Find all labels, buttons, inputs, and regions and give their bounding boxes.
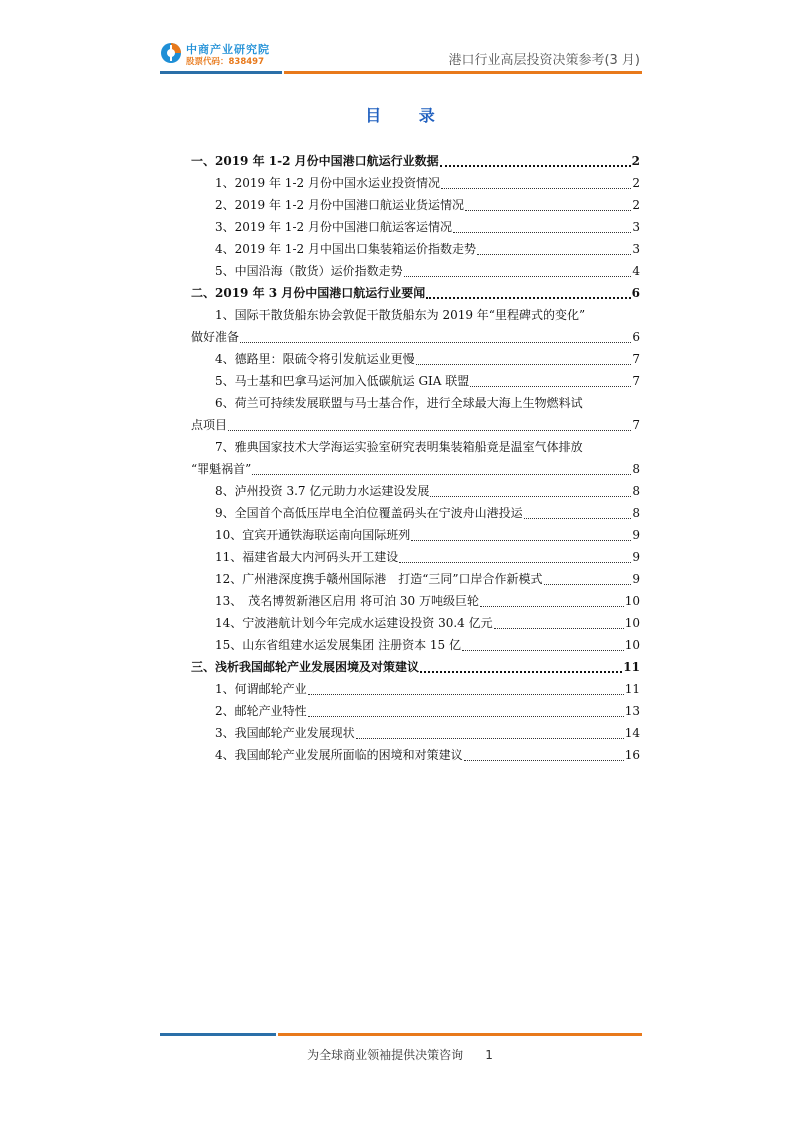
toc-entry[interactable]	[191, 678, 640, 700]
toc-entry-page: 7	[632, 352, 640, 366]
toc-entry-title-cont: “罪魁祸首”	[191, 462, 252, 476]
page-header	[160, 40, 642, 74]
toc-entry-continuation[interactable]	[191, 326, 640, 348]
toc-entry[interactable]	[191, 634, 640, 656]
toc-entry[interactable]	[191, 568, 640, 590]
toc-entry-continuation[interactable]	[191, 458, 640, 480]
toc-entry-title: 4、德路里：限硫令将引发航运业更慢	[215, 352, 415, 366]
toc-entry-page: 10	[624, 638, 640, 652]
toc-entry-page: 11	[623, 660, 640, 674]
toc-entry[interactable]	[191, 612, 640, 634]
toc-leader	[470, 385, 631, 387]
toc-entry-title: 3、我国邮轮产业发展现状	[215, 726, 355, 740]
toc-leader	[308, 715, 624, 717]
toc-leader	[356, 737, 624, 739]
toc-entry-title: 15、山东省组建水运发展集团 注册资本 15 亿	[215, 638, 461, 652]
toc-entry-title: 13、 茂名博贺新港区启用 将可泊 30 万吨级巨轮	[215, 594, 479, 608]
toc-leader	[544, 583, 632, 585]
toc-leader	[453, 231, 631, 233]
toc-entry-title: 4、我国邮轮产业发展所面临的困境和对策建议	[215, 748, 463, 762]
toc-entry-title: 14、宁波港航计划今年完成水运建设投资 30.4 亿元	[215, 616, 493, 630]
toc-entry-title: 6、荷兰可持续发展联盟与马士基合作，进行全球最大海上生物燃料试	[215, 396, 583, 410]
toc-entry-page: 13	[624, 704, 640, 718]
toc-leader	[308, 693, 624, 695]
toc-entry-title: 9、全国首个高低压岸电全泊位覆盖码头在宁波舟山港投运	[215, 506, 523, 520]
toc-entry[interactable]	[191, 238, 640, 260]
toc-entry-title: 8、泸州投资 3.7 亿元助力水运建设发展	[215, 484, 430, 498]
toc-leader	[464, 759, 624, 761]
toc-entry-title: 11、福建省最大内河码头开工建设	[215, 550, 399, 564]
toc-entry[interactable]	[191, 656, 640, 678]
toc-entry-page: 16	[624, 748, 640, 762]
toc-entry-page: 4	[632, 264, 640, 278]
toc-entry[interactable]	[191, 590, 640, 612]
toc-entry[interactable]	[191, 370, 640, 392]
toc-entry-title: 7、雅典国家技术大学海运实验室研究表明集装箱船竟是温室气体排放	[215, 440, 583, 454]
toc-entry-continuation[interactable]	[191, 414, 640, 436]
toc-entry-title-cont: 点项目	[191, 418, 228, 432]
toc-entry-page: 7	[632, 374, 640, 388]
toc-leader	[426, 296, 630, 299]
toc-leader	[440, 164, 631, 167]
toc-entry[interactable]	[191, 348, 640, 370]
toc-entry-title: 二、2019 年 3 月份中国港口航运行业要闻	[191, 286, 426, 300]
toc-entry-page: 3	[632, 242, 640, 256]
footer-slogan: 为全球商业领袖提供决策咨询	[307, 1048, 464, 1062]
toc-entry[interactable]	[191, 502, 640, 524]
toc-entry-title: 三、浅析我国邮轮产业发展困境及对策建议	[191, 660, 420, 674]
toc-entry[interactable]	[191, 172, 640, 194]
toc-entry[interactable]	[191, 700, 640, 722]
company-name: 中商产业研究院	[186, 43, 270, 56]
toc-leader	[252, 473, 631, 475]
report-title: 港口行业高层投资决策参考(3 月)	[448, 53, 640, 68]
toc-entry-title: 2、2019 年 1-2 月份中国港口航运业货运情况	[215, 198, 464, 212]
toc-entry-page: 8	[632, 484, 640, 498]
toc-leader	[399, 561, 631, 563]
toc-entry-title: 1、2019 年 1-2 月份中国水运业投资情况	[215, 176, 440, 190]
toc-entry-page: 9	[632, 528, 640, 542]
toc-entry-title-cont: 做好准备	[191, 330, 240, 344]
toc-heading: 目 录	[365, 106, 451, 125]
toc-entry-title: 2、邮轮产业特性	[215, 704, 307, 718]
toc-entry-page: 2	[632, 198, 640, 212]
toc-entry-page: 14	[624, 726, 640, 740]
page-number: 1	[485, 1048, 493, 1062]
toc-entry-page: 2	[631, 154, 640, 168]
toc-leader	[477, 253, 631, 255]
toc-entry-title: 3、2019 年 1-2 月份中国港口航运客运情况	[215, 220, 452, 234]
toc-entry-page: 6	[632, 330, 640, 344]
toc-leader	[411, 539, 631, 541]
toc-entry-page: 11	[624, 682, 640, 696]
toc-leader	[465, 209, 631, 211]
toc-entry[interactable]	[191, 304, 640, 326]
footer-rule-orange	[278, 1033, 642, 1036]
toc-leader	[228, 429, 631, 431]
header-rule-blue	[160, 71, 282, 74]
toc-entry-page: 8	[632, 462, 640, 476]
toc-leader	[524, 517, 632, 519]
toc-entry-page: 2	[632, 176, 640, 190]
header-rule-orange	[284, 71, 642, 74]
toc-entry-title: 5、中国沿海（散货）运价指数走势	[215, 264, 403, 278]
toc-leader	[420, 670, 622, 673]
toc-entry-page: 8	[632, 506, 640, 520]
toc-entry-page: 10	[624, 616, 640, 630]
toc-entry-page: 6	[631, 286, 640, 300]
company-logo-icon	[160, 42, 182, 64]
toc-entry-page: 10	[624, 594, 640, 608]
toc-entry-title: 12、广州港深度携手赣州国际港 打造“三同”口岸合作新模式	[215, 572, 543, 586]
page-footer	[0, 1046, 800, 1063]
toc-entry[interactable]	[191, 436, 640, 458]
toc-leader	[404, 275, 632, 277]
toc-entry-title: 1、何谓邮轮产业	[215, 682, 307, 696]
toc-leader	[494, 627, 624, 629]
toc-entry[interactable]	[191, 722, 640, 744]
toc-leader	[441, 187, 631, 189]
toc-entry[interactable]	[191, 392, 640, 414]
toc-entry[interactable]	[191, 546, 640, 568]
toc-entry-page: 9	[632, 572, 640, 586]
table-of-contents	[191, 150, 640, 766]
toc-entry[interactable]	[191, 260, 640, 282]
toc-entry-title: 1、国际干散货船东协会敦促干散货船东为 2019 年“里程碑式的变化”	[215, 308, 586, 322]
toc-entry-page: 9	[632, 550, 640, 564]
toc-entry-title: 10、宜宾开通铁海联运南向国际班列	[215, 528, 411, 542]
toc-entry[interactable]	[191, 282, 640, 304]
toc-leader	[240, 341, 631, 343]
toc-entry[interactable]	[191, 194, 640, 216]
toc-entry-title: 5、马士基和巴拿马运河加入低碳航运 GIA 联盟	[215, 374, 470, 388]
toc-leader	[430, 495, 631, 497]
toc-entry-page: 3	[632, 220, 640, 234]
toc-entry[interactable]	[191, 480, 640, 502]
toc-entry-page: 7	[632, 418, 640, 432]
toc-leader	[462, 649, 624, 651]
toc-leader	[416, 363, 632, 365]
toc-entry[interactable]	[191, 744, 640, 766]
toc-entry[interactable]	[191, 150, 640, 172]
toc-entry-title: 4、2019 年 1-2 月中国出口集装箱运价指数走势	[215, 242, 476, 256]
toc-leader	[480, 605, 624, 607]
stock-code: 股票代码：838497	[186, 57, 264, 67]
toc-entry[interactable]	[191, 216, 640, 238]
toc-entry[interactable]	[191, 524, 640, 546]
footer-rule-blue	[160, 1033, 276, 1036]
toc-entry-title: 一、2019 年 1-2 月份中国港口航运行业数据	[191, 154, 439, 168]
